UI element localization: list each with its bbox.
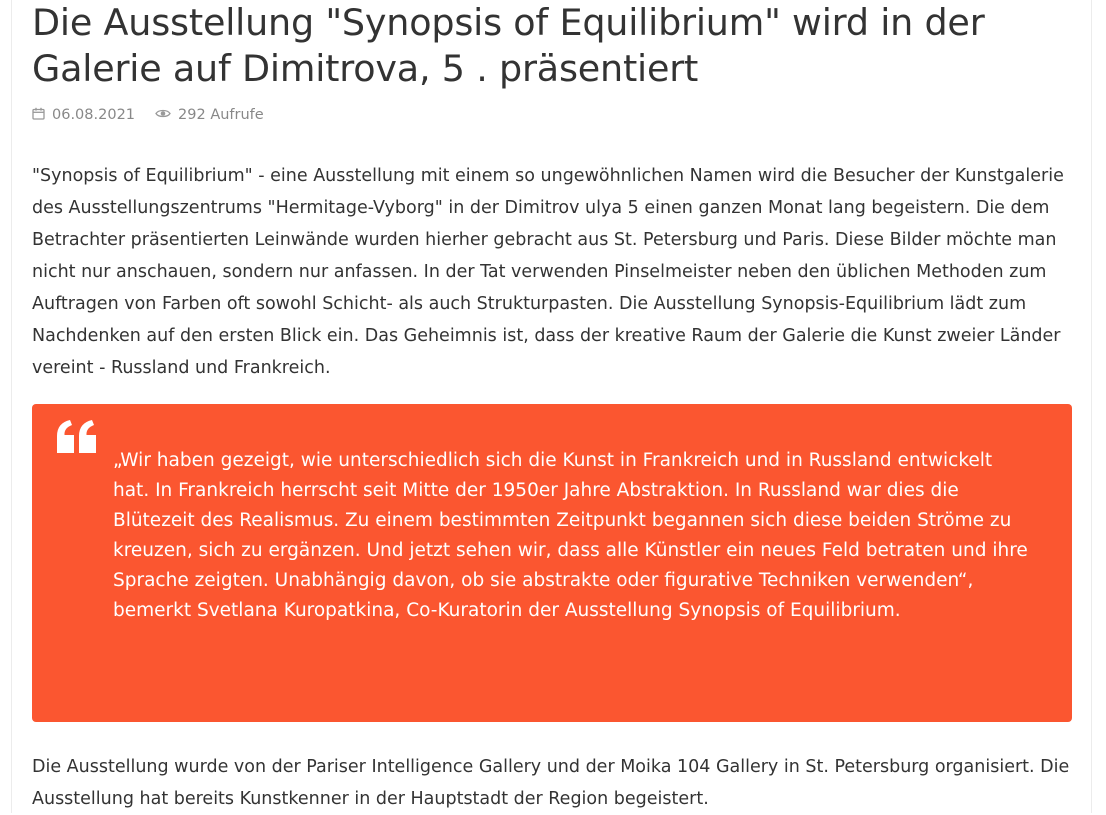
article-title: Die Ausstellung "Synopsis of Equilibrium" wird in der Galerie auf Dimitrova, 5 . präsentiert bbox=[32, 1, 985, 90]
views-meta bbox=[155, 107, 264, 123]
outro-paragraph: Die Ausstellung wurde von der Pariser Intelligence Gallery und der Moika 104 Gallery in St. Petersburg organisiert. Die Ausstellung hat bereits Kunstkenner in der Hauptstadt der Region begeistert. bbox=[32, 757, 1070, 809]
calendar-icon bbox=[32, 107, 45, 124]
article-meta bbox=[32, 105, 1072, 125]
blockquote bbox=[32, 404, 1072, 722]
quote-icon bbox=[56, 419, 98, 459]
eye-icon bbox=[155, 107, 171, 123]
view-count: 292 Aufrufe bbox=[178, 107, 264, 123]
quote-text: „Wir haben gezeigt, wie unterschiedlich sich die Kunst in Frankreich und in Russland entwickelt hat. In Frankreich herrscht seit Mitte der 1950er Jahre Abstraktion. In Russland war dies die Blütezeit des Realismus. Zu einem bestimmten Zeitpunkt begannen sich diese beiden Ströme zu kreuzen, sich zu ergänzen. Und jetzt sehen wir, dass alle Künstler ein neues Feld betraten und ihre Sprache zeigten. Unabhängig davon, ob sie abstrakte oder figurative Techniken verwenden“, bemerkt Svetlana Kuropatkina, Co-Kuratorin der Ausstellung Synopsis of Equilibrium. bbox=[113, 450, 1028, 621]
article bbox=[32, 0, 1072, 815]
date-meta bbox=[32, 107, 135, 124]
intro-paragraph: "Synopsis of Equilibrium" - eine Ausstellung mit einem so ungewöhnlichen Namen wird die Besucher der Kunstgalerie des Ausstellungszentrums "Hermitage-Vyborg" in der Dimitrov ulya 5 einen ganzen Monat lang begeistern. Die dem Betrachter präsentierten Leinwände wurden hierher gebracht aus St. Petersburg und Paris. Diese Bilder möchte man nicht nur anschauen, sondern nur anfassen. In der Tat verwenden Pinselmeister neben den üblichen Methoden zum Auftragen von Farben oft sowohl Schicht- als auch Strukturpasten. Die Ausstellung Synopsis-Equilibrium lädt zum Nachdenken auf den ersten Blick ein. Das Geheimnis ist, dass der kreative Raum der Galerie die Kunst zweier Länder vereint - Russland und Frankreich. bbox=[32, 166, 1064, 378]
publish-date: 06.08.2021 bbox=[52, 107, 136, 123]
